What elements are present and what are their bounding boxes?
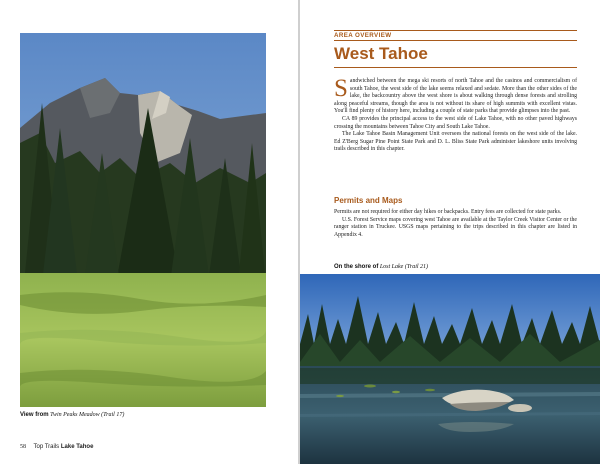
intro-paragraph-1-text: andwiched between the mega ski resorts of north Tahoe and the casinos and commercialism of south Tahoe, the west side of the lake seems relaxed and sedate. More than the other sides of the lake, the backcountry above the west shore is about walking through dense forests and strolling along peaceful streams, though the area is not without its share of high summits with excellent vistas. You'll find plenty of history here, including a couple of state parks that provide glimpses into the past. [334,78,577,115]
page-number: 58 [20,444,26,450]
right-page [300,0,600,464]
book-title: Lake Tahoe [60,444,94,450]
permits-paragraph-1: Permits are not required for either day hikes or backpacks. Entry fees are collected for state parks. [334,209,562,215]
caption-label: View from [20,412,49,418]
caption-trail: (Trail 17) [101,412,125,418]
book-series: Top Trails [33,444,60,450]
right-photo-caption [334,264,428,270]
header-rule-top [334,30,577,31]
permits-heading: Permits and Maps [334,196,403,205]
left-page-footer [20,444,93,450]
caption-label: On the shore of [334,264,379,270]
permits-paragraph-2: U.S. Forest Service maps covering west Tahoe are available at the Taylor Creek Visitor Center or the ranger station in Truckee. USGS maps pertaining to the trips described in this chapter are listed in Appendix 4. [334,216,577,238]
header-rule-sub [334,40,577,41]
page-title: West Tahoe [334,44,428,63]
intro-text [334,75,577,154]
caption-place: Twin Peaks Meadow [50,412,100,418]
title-rule [334,67,577,68]
drop-cap: S [334,75,348,102]
left-page [0,0,298,464]
intro-paragraph-3: The Lake Tahoe Basin Management Unit oversees the national forests on the west side of the lake. Ed Z'Berg Sugar Pine Point State Park and D. L. Bliss State Park administer lakeshore units involving trails described in this chapter. [334,131,577,153]
left-photo-caption [20,412,124,418]
caption-trail: (Trail 21) [404,264,429,270]
permits-text [334,209,577,239]
lost-lake-photo [300,274,600,464]
twin-peaks-meadow-photo [20,33,266,407]
intro-paragraph-2: CA 89 provides the principal access to the west side of Lake Tahoe, with no other paved highways crossing the mountains between Tahoe City and South Lake Tahoe. [334,115,577,130]
meadow-mountain-illustration [20,33,266,407]
lake-forest-illustration [300,274,600,464]
section-label: AREA OVERVIEW [334,32,392,39]
caption-place: Lost Lake [379,264,404,270]
intro-paragraph-1 [334,75,577,116]
